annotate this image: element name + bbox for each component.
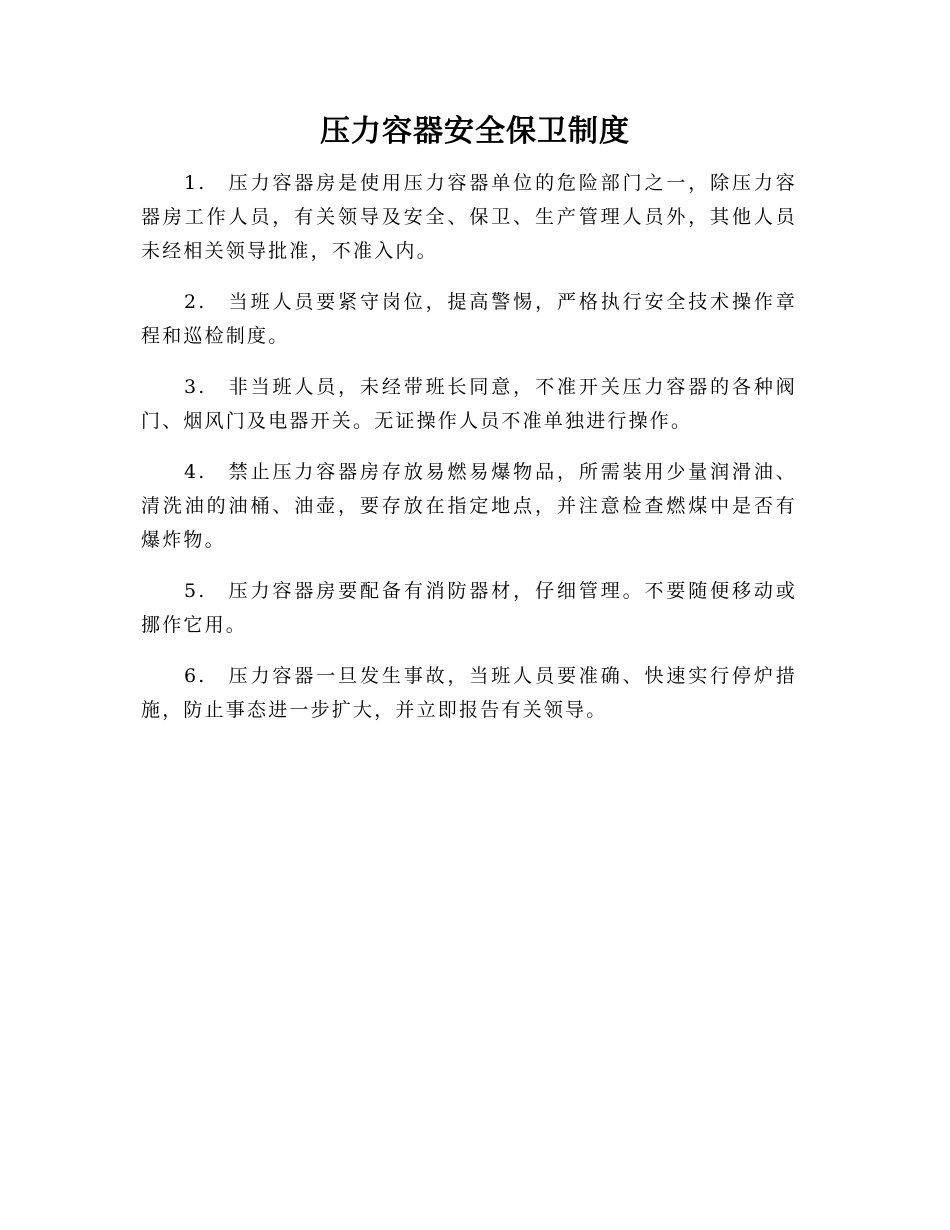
- rule-item-3: [141, 370, 797, 438]
- rule-text: 压力容器房要配备有消防器材，仔细管理。不要随便移动或挪作它用。: [141, 580, 797, 636]
- rule-number: 4.: [184, 461, 207, 483]
- rule-item-5: [141, 574, 797, 642]
- rule-number: 5.: [184, 580, 207, 602]
- rule-item-6: [141, 659, 797, 727]
- rule-text: 非当班人员，未经带班长同意，不准开关压力容器的各种阀门、烟风门及电器开关。无证操作人员不准单独进行操作。: [141, 376, 797, 432]
- rule-item-4: [141, 455, 797, 557]
- rule-item-2: [141, 285, 797, 353]
- rule-text: 压力容器一旦发生事故，当班人员要准确、快速实行停炉措施，防止事态进一步扩大，并立即报告有关领导。: [141, 665, 797, 721]
- rule-text: 当班人员要紧守岗位，提高警惕，严格执行安全技术操作章程和巡检制度。: [141, 291, 797, 347]
- rule-number: 6.: [184, 665, 207, 687]
- rule-text: 禁止压力容器房存放易燃易爆物品，所需装用少量润滑油、清洗油的油桶、油壶，要存放在指定地点，并注意检查燃煤中是否有爆炸物。: [141, 461, 797, 551]
- document-body: [141, 166, 797, 744]
- document-title: 压力容器安全保卫制度: [320, 114, 630, 149]
- rule-number: 1.: [184, 172, 207, 194]
- rule-item-1: [141, 166, 797, 268]
- rule-number: 3.: [184, 376, 207, 398]
- rule-number: 2.: [184, 291, 207, 313]
- rule-text: 压力容器房是使用压力容器单位的危险部门之一，除压力容器房工作人员，有关领导及安全、保卫、生产管理人员外，其他人员未经相关领导批准，不准入内。: [141, 172, 797, 262]
